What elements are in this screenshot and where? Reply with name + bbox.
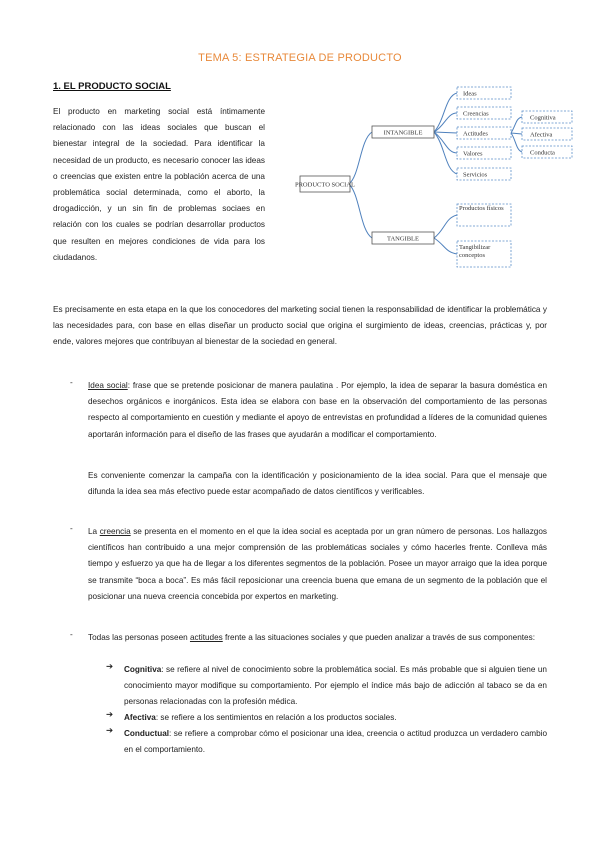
arrow-icon: ➔ bbox=[106, 709, 114, 719]
bullet-dash: - bbox=[70, 524, 73, 533]
idea-text: : frase que se pretende posicionar de manera paulatina . Por ejemplo, la idea de separar la basura doméstica en desechos orgánicos e inorgánicos. Esta idea se elabora con base en la observación del comportamiento de las personas respecto al comportamiento en cuestión y mediante el apoyo de entrevistas en profundidad a líderes de la comunidad quienes aportarán información para el diseño de las frases que ayudarán a modificar el comportamiento. bbox=[88, 381, 547, 439]
actitud-text: frente a las situaciones sociales y que pueden analizar a través de sus componentes: bbox=[222, 633, 535, 642]
item-tangibilizar: Tangibilizar conceptos bbox=[459, 244, 491, 259]
component-term: Conductual bbox=[124, 729, 170, 738]
item-productos: Productos físicos bbox=[459, 205, 504, 212]
component-term: Cognitiva bbox=[124, 665, 162, 674]
idea-paragraph-2: Es conveniente comenzar la campaña con la identificación y posicionamiento de la idea social. Para que el mensaje que difunda la idea sea más efectivo puede estar acompañado de datos científicos y verificables. bbox=[88, 471, 547, 497]
component-conductual bbox=[124, 726, 547, 758]
attitude-afectiva: Afectiva bbox=[530, 131, 553, 139]
term-idea-social: Idea social bbox=[88, 381, 128, 390]
product-diagram bbox=[0, 0, 600, 300]
root-label: PRODUCTO SOCIAL bbox=[294, 181, 356, 189]
tangible-label: TANGIBLE bbox=[387, 235, 419, 243]
actitud-pre: Todas las personas poseen bbox=[88, 633, 190, 642]
intangible-label: INTANGIBLE bbox=[383, 129, 423, 137]
bullet-actitudes bbox=[88, 630, 547, 646]
page-title: TEMA 5: ESTRATEGIA DE PRODUCTO bbox=[198, 52, 402, 64]
term-creencia: creencia bbox=[99, 527, 131, 536]
arrow-icon: ➔ bbox=[106, 725, 114, 735]
item-actitudes: Actitudes bbox=[463, 130, 488, 138]
bullet-creencia bbox=[88, 524, 547, 605]
paragraph-2: Es precisamente en esta etapa en la que los conocedores del marketing social tienen la responsabilidad de identificar la problemática y las necesidades para, con base en ellas diseñar un producto social que origina el surgimiento de ideas, creencias, prácticas y, por ende, valores mejores que contribuyan al bienestar de la sociedad en general. bbox=[53, 305, 547, 347]
item-ideas: Ideas bbox=[463, 90, 477, 98]
component-cognitiva bbox=[124, 662, 547, 711]
item-valores: Valores bbox=[463, 150, 483, 158]
component-afectiva bbox=[124, 710, 547, 726]
item-servicios: Servicios bbox=[463, 171, 488, 179]
intro-paragraph: El producto en marketing social está íntimamente relacionado con las ideas sociales que buscan el bienestar integral de la sociedad. Para identificar la necesidad de un producto, es necesario conocer las ideas o creencias que existen entre la población acerca de una problemática social determinada, como el aborto, la drogadicción, y un sin fin de problemas sociaes en relación con los cuales se podrían desarrollar productos que resulten en mejores condiciones de vida para los ciudadanos. bbox=[53, 107, 265, 262]
component-text: : se refiere al nivel de conocimiento sobre la problemática social. Es más probable que si alguien tiene un conocimiento mayor modifique su comportamiento. Por ejemplo el índice más bajo de adicción al tabaco se da en personas relacionadas con la profesión médica. bbox=[124, 665, 547, 707]
attitude-cognitiva: Cognitiva bbox=[530, 114, 556, 122]
item-creencias: Creencias bbox=[463, 110, 489, 118]
component-text: : se refiere a los sentimientos en relación a los productos sociales. bbox=[155, 713, 397, 722]
attitude-conducta: Conducta bbox=[530, 149, 555, 157]
arrow-icon: ➔ bbox=[106, 661, 114, 671]
component-term: Afectiva bbox=[124, 713, 156, 722]
creencia-text: se presenta en el momento en el que la idea social es aceptada por un gran número de personas. Los hallazgos científicos han contribuido a una mejor comprensión de las problemáticas sociales y cómo hacerles frente. Conlleva más tiempo y esfuerzo ya que ha de llegar a los diferentes segmentos de la población. Posee un mayor arraigo que la idea porque se transmite “boca a boca”. Es más fácil reposicionar una creencia buena que emana de un segmento de la población que el posicionar una nueva creencia concebida por expertos en marketing. bbox=[88, 527, 547, 601]
section-heading: 1. EL PRODUCTO SOCIAL bbox=[53, 81, 171, 92]
component-text: : se refiere a comprobar cómo el posicionar una idea, creencia o actitud produzca un verdadero cambio en el comportamiento. bbox=[124, 729, 547, 755]
term-actitudes: actitudes bbox=[189, 633, 223, 642]
creencia-pre: La bbox=[88, 527, 100, 536]
bullet-dash: - bbox=[70, 378, 73, 387]
bullet-dash: - bbox=[70, 630, 73, 639]
bullet-idea-social bbox=[88, 378, 547, 443]
